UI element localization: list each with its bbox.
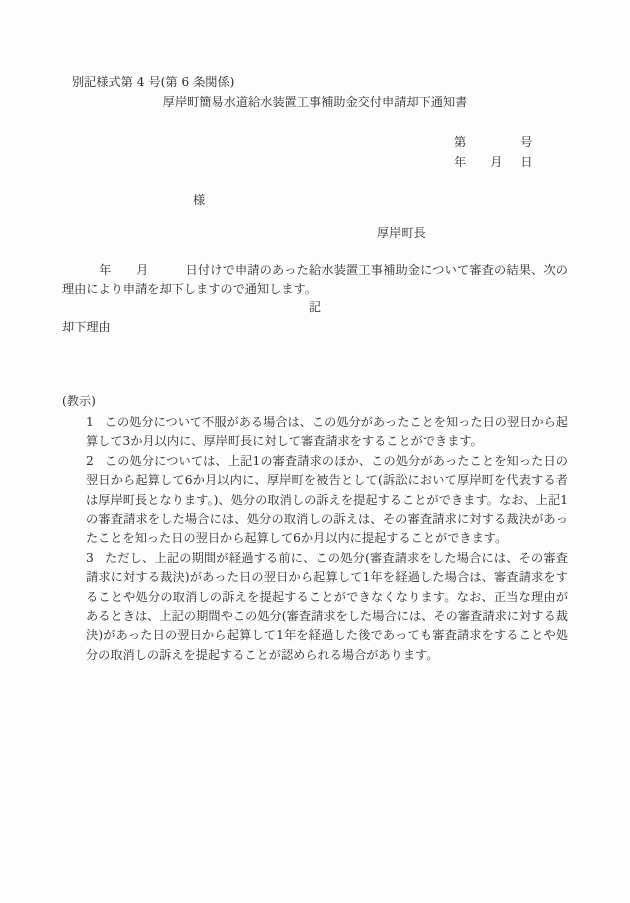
list-item-text: ただし、上記の期間が経過する前に、この処分(審査請求をした場合には、その審査請求に対する裁決)があった日の翌日から起算して1年を経過した場合は、審査請求をすることや処分の取消しの訴えを提起することができなくなります。なお、正当な理由があるときは、上記の期間やこの処分(審査請求をした場合には、その審査請求に対する裁決)があった日の翌日から起算して1年を経過した後であっても審査請求をすることや処分の取消しの訴えを提起することが認められる場合があります。: [86, 550, 568, 662]
body-paragraph: 年 月 日付けで申請のあった給水装置工事補助金について審査の結果、次の理由により申請を却下しますので通知します。: [62, 263, 568, 297]
date-year-label: 年: [454, 155, 467, 169]
document-title: 厚岸町簡易水道給水装置工事補助金交付申請却下通知書: [162, 95, 468, 109]
date-day-label: 日: [520, 155, 533, 169]
list-item: [86, 413, 568, 452]
list-item-number: 2: [86, 453, 94, 468]
document-number-line: [454, 133, 532, 152]
document-number-prefix: 第: [454, 135, 467, 149]
sender-title: 厚岸町長: [377, 226, 426, 240]
date-month-label: 月: [490, 155, 503, 169]
date-line: [454, 153, 533, 172]
list-item-number: 1: [86, 415, 94, 429]
rejection-reason-label: 却下理由: [62, 320, 111, 334]
list-item: [86, 549, 568, 665]
instruction-list: [86, 413, 568, 665]
list-item-number: 3: [86, 550, 94, 565]
list-item-text: この処分について不服がある場合は、この処分があったことを知った日の翌日から起算して3か月以内に、厚岸町長に対して審査請求をすることができます。: [86, 415, 568, 449]
instruction-heading: (教示): [62, 394, 96, 408]
form-number-label: 別記様式第 4 号(第 6 条関係): [72, 75, 235, 89]
list-item-text: この処分については、上記1の審査請求のほか、この処分があったことを知った日の翌日から起算して6か月以内に、厚岸町を被告として(訴訟において厚岸町を代表する者は厚岸町長となります。)、処分の取消しの訴えを提起することができます。なお、上記1の審査請求をした場合には、処分の取消しの訴えは、その審査請求に対する裁決があったことを知った日の翌日から起算して6か月以内に提起することができます。: [86, 453, 568, 546]
record-heading: 記: [308, 300, 322, 314]
list-item: [86, 452, 568, 549]
addressee-honorific: 様: [193, 193, 206, 207]
document-number-suffix: 号: [520, 135, 533, 149]
